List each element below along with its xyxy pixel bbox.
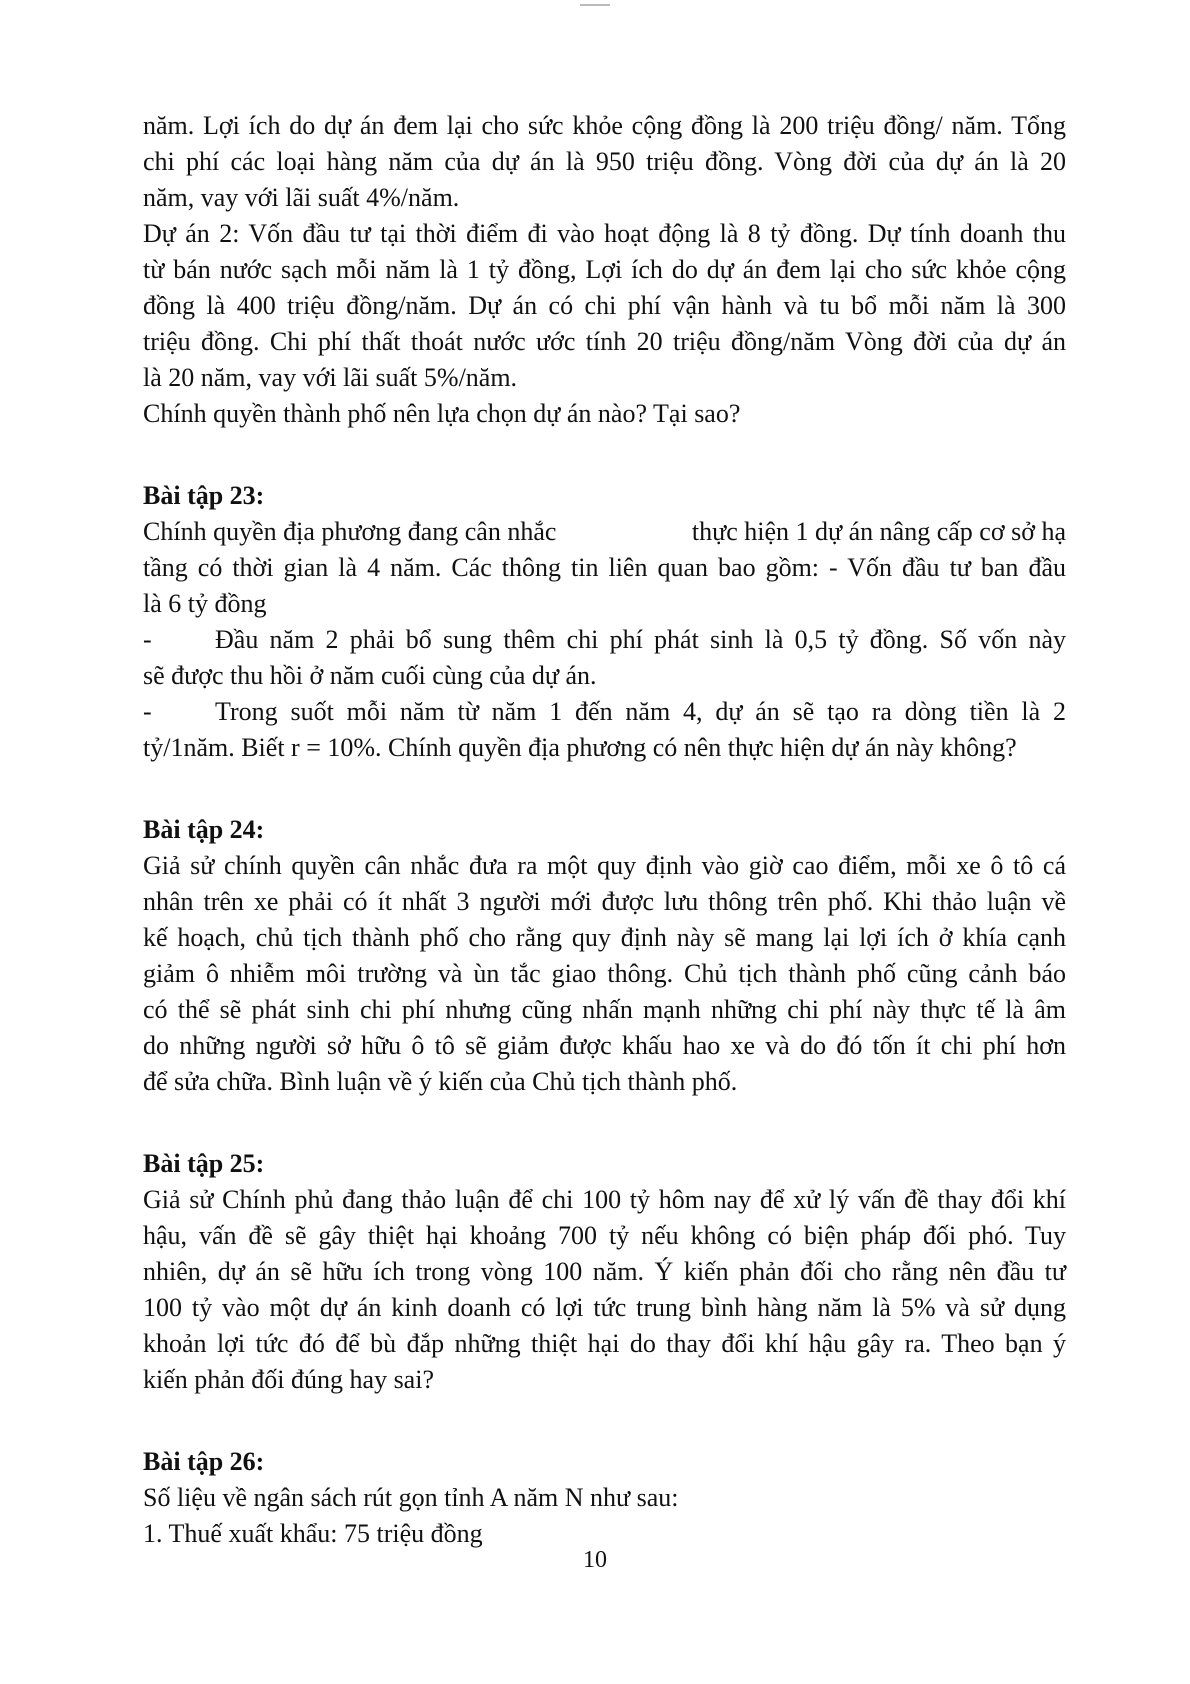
intro-line-5: từ bán nước sạch mỗi năm là 1 tỷ đồng, Lợi ích do dự án đem lại cho sức khỏe cộng [143, 255, 1066, 284]
intro-section [143, 108, 1066, 432]
exercise-26 [143, 1444, 1066, 1552]
exercise-25-line: 100 tỷ vào một dự án kinh doanh có lợi tức trung bình hàng năm là 5% và sử dụng [143, 1293, 1066, 1322]
exercise-23-line-2: tầng có thời gian là 4 năm. Các thông tin liên quan bao gồm: - Vốn đầu tư ban đầu [143, 553, 1066, 582]
exercise-24-line: kế hoạch, chủ tịch thành phố cho rằng quy định này sẽ mang lại lợi ích ở khía cạnh [143, 923, 1066, 952]
exercise-25-line: hậu, vấn đề sẽ gây thiệt hại khoảng 700 tỷ nếu không có biện pháp đối phó. Tuy [143, 1221, 1066, 1250]
bullet-dash: - [143, 697, 152, 726]
exercise-24-line: giảm ô nhiễm môi trường và ùn tắc giao thông. Chủ tịch thành phố cũng cảnh báo [143, 959, 1066, 988]
exercise-24-line: nhân trên xe phải có ít nhất 3 người mới được lưu thông trên phố. Khi thảo luận về [143, 887, 1066, 916]
intro-line-3: năm, vay với lãi suất 4%/năm. [143, 183, 460, 212]
exercise-25 [143, 1146, 1066, 1398]
intro-line-4: Dự án 2: Vốn đầu tư tại thời điểm đi vào hoạt động là 8 tỷ đồng. Dự tính doanh thu [143, 219, 1066, 248]
page-content [143, 108, 1066, 1552]
exercise-26-line: 1. Thuế xuất khẩu: 75 triệu đồng [143, 1519, 483, 1548]
exercise-24-line: để sửa chữa. Bình luận về ý kiến của Chủ tịch thành phố. [143, 1067, 738, 1096]
exercise-25-line: khoản lợi tức đó để bù đắp những thiệt hại do thay đổi khí hậu gây ra. Theo bạn ý [143, 1329, 1066, 1358]
exercise-23-bullet-1-cont: sẽ được thu hồi ở năm cuối cùng của dự án. [143, 661, 597, 690]
intro-line-7: triệu đồng. Chi phí thất thoát nước ước tính 20 triệu đồng/năm Vòng đời của dự án [143, 327, 1066, 356]
exercise-23-bullet-2-text: Trong suốt mỗi năm từ năm 1 đến năm 4, dự án sẽ tạo ra dòng tiền là 2 [215, 697, 1066, 726]
exercise-24-line: có thể sẽ phát sinh chi phí nhưng cũng nhấn mạnh những chi phí này thực tế là âm [143, 995, 1066, 1024]
header-mark [580, 4, 610, 6]
intro-line-6: đồng là 400 triệu đồng/năm. Dự án có chi phí vận hành và tu bổ mỗi năm là 300 [143, 291, 1066, 320]
exercise-25-line: Giả sử Chính phủ đang thảo luận để chi 100 tỷ hôm nay để xử lý vấn đề thay đổi khí [143, 1185, 1066, 1214]
exercise-23-bullet-1-text: Đầu năm 2 phải bổ sung thêm chi phí phát sinh là 0,5 tỷ đồng. Số vốn này [215, 625, 1066, 654]
intro-line-9: Chính quyền thành phố nên lựa chọn dự án nào? Tại sao? [143, 399, 741, 428]
exercise-23-line-1 [143, 514, 1066, 550]
intro-line-2: chi phí các loại hàng năm của dự án là 950 triệu đồng. Vòng đời của dự án là 20 [143, 147, 1066, 176]
page-number: 10 [583, 1547, 607, 1573]
exercise-24-heading: Bài tập 24: [143, 815, 265, 844]
exercise-23-bullet-1 [143, 622, 1066, 658]
exercise-25-heading: Bài tập 25: [143, 1149, 265, 1178]
exercise-23-bullet-2 [143, 694, 1066, 730]
exercise-25-line: kiến phản đối đúng hay sai? [143, 1365, 434, 1394]
exercise-23-line-1-left: Chính quyền địa phương đang cân nhắc [143, 517, 557, 546]
exercise-25-line: nhiên, dự án sẽ hữu ích trong vòng 100 năm. Ý kiến phản đối cho rằng nên đầu tư [143, 1257, 1066, 1286]
exercise-26-line: Số liệu về ngân sách rút gọn tỉnh A năm N như sau: [143, 1483, 679, 1512]
exercise-23-heading: Bài tập 23: [143, 481, 265, 510]
exercise-26-heading: Bài tập 26: [143, 1447, 265, 1476]
exercise-23-line-3: là 6 tỷ đồng [143, 589, 267, 618]
exercise-24-line: do những người sở hữu ô tô sẽ giảm được khấu hao xe và do đó tốn ít chi phí hơn [143, 1031, 1066, 1060]
exercise-24 [143, 812, 1066, 1100]
exercise-23-line-1-right: thực hiện 1 dự án nâng cấp cơ sở hạ [691, 517, 1066, 546]
exercise-23-bullet-2-cont: tỷ/1năm. Biết r = 10%. Chính quyền địa phương có nên thực hiện dự án này không? [143, 733, 1017, 762]
exercise-23 [143, 478, 1066, 766]
exercise-24-line: Giả sử chính quyền cân nhắc đưa ra một quy định vào giờ cao điểm, mỗi xe ô tô cá [143, 851, 1066, 880]
bullet-dash: - [143, 625, 152, 654]
intro-line-1: năm. Lợi ích do dự án đem lại cho sức khỏe cộng đồng là 200 triệu đồng/ năm. Tổng [143, 111, 1066, 140]
intro-line-8: là 20 năm, vay với lãi suất 5%/năm. [143, 363, 518, 392]
